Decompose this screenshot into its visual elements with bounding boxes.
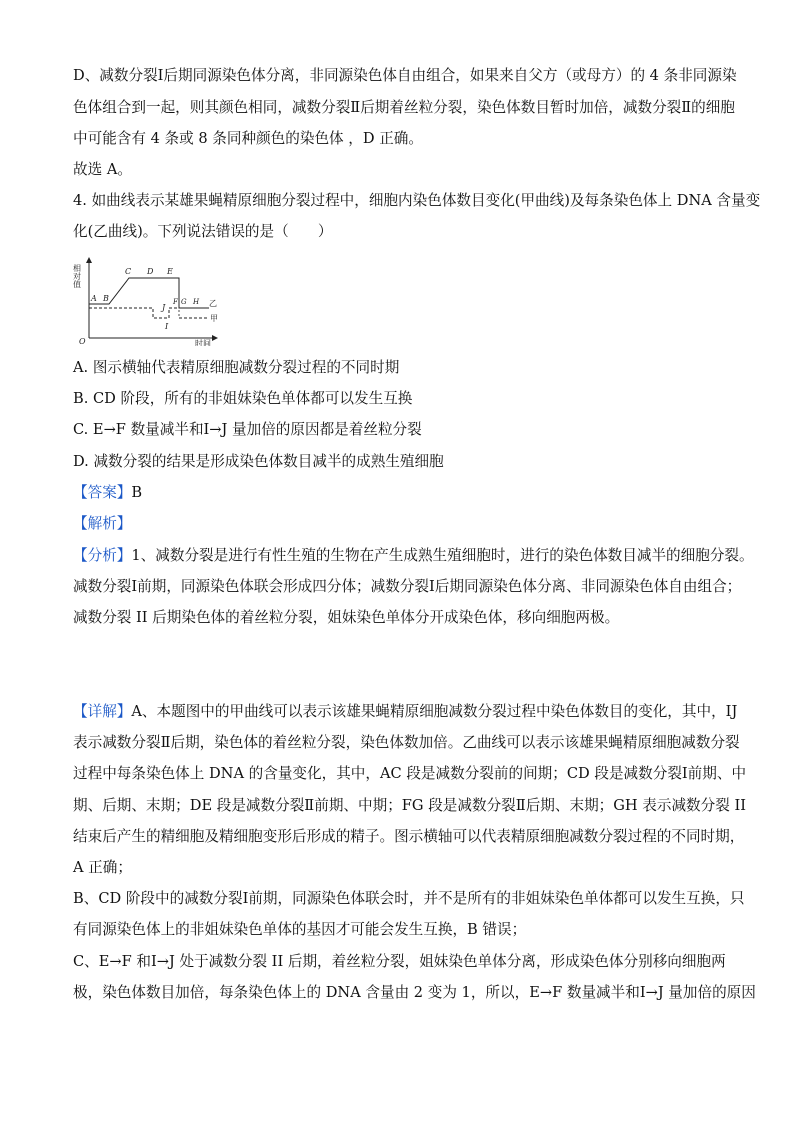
point-g: G <box>181 298 187 306</box>
point-a: A <box>91 294 97 303</box>
detail-line: 【详解】A、本题图中的甲曲线可以表示该雄果蝇精原细胞减数分裂过程中染色体数目的变化，其中，IJ <box>73 703 738 720</box>
analysis-line: 减数分裂Ⅰ前期，同源染色体联会形成四分体；减数分裂Ⅰ后期同源染色体分离、非同源染色体自由组合； <box>73 578 742 595</box>
point-j: J <box>162 303 166 312</box>
detail-line: 极，染色体数目加倍，每条染色体上的 DNA 含量由 2 变为 1，所以，E→F 数量减半和Ⅰ→J 量加倍的原因 <box>73 984 756 1001</box>
detail-line: 表示减数分裂Ⅱ后期，染色体的着丝粒分裂，染色体数加倍。乙曲线可以表示该雄果蝇精原细胞减数分裂 <box>73 734 740 751</box>
answer-value: B <box>131 484 143 501</box>
meiosis-curve-figure <box>73 256 223 350</box>
point-i: I <box>165 322 169 331</box>
analysis-heading <box>73 514 131 534</box>
answer-tag: 【答案】 <box>73 484 132 501</box>
detail-line: 有同源染色体上的非姐妹染色单体的基因才可能会发生互换，B 错误； <box>73 921 527 938</box>
text-line: 故选 A。 <box>73 161 132 178</box>
question-4-stem: 4. 如曲线表示某雄果蝇精原细胞分裂过程中，细胞内染色体数目变化(甲曲线)及每条染色体上 DNA 含量变 <box>73 192 761 209</box>
detail-tag: 【详解】 <box>73 703 132 720</box>
point-h: H <box>193 298 200 306</box>
analysis-line: 【分析】1、减数分裂是进行有性生殖的生物在产生成熟生殖细胞时，进行的染色体数目减半的细胞分裂。 <box>73 547 754 564</box>
point-b: B <box>103 294 109 303</box>
detail-line: B、CD 阶段中的减数分裂Ⅰ前期，同源染色体联会时，并不是所有的非姐妹染色单体都可以发生互换，只 <box>73 890 745 907</box>
y-axis-label: 相对值 <box>73 264 82 288</box>
option-c: C. E→F 数量减半和Ⅰ→J 量加倍的原因都是着丝粒分裂 <box>73 421 422 438</box>
answer-line <box>73 483 142 503</box>
text-line: D、减数分裂Ⅰ后期同源染色体分离，非同源染色体自由组合，如果来自父方（或母方）的 4 条非同源染 <box>73 67 737 84</box>
point-f: F <box>173 298 178 306</box>
series-yi-label: 乙 <box>209 299 217 308</box>
analysis-sub-tag: 【分析】 <box>73 547 132 564</box>
curve-graph <box>73 256 223 346</box>
x-axis-label: 时间 <box>195 339 211 346</box>
point-e: E <box>167 267 173 276</box>
analysis-tag: 【解析】 <box>73 515 132 532</box>
text-line: 中可能含有 4 条或 8 条同种颜色的染色体 ，D 正确。 <box>73 130 423 147</box>
analysis-line: 减数分裂 II 后期染色体的着丝粒分裂，姐妹染色单体分开成染色体，移向细胞两极。 <box>73 609 620 626</box>
detail-line: 结束后产生的精细胞及精细胞变形后形成的精子。图示横轴可以代表精原细胞减数分裂过程的不同时期， <box>73 828 745 845</box>
point-c: C <box>125 267 132 276</box>
option-d: D. 减数分裂的结果是形成染色体数目减半的成熟生殖细胞 <box>73 453 444 470</box>
detail-line: 期、后期、末期；DE 段是减数分裂Ⅱ前期、中期；FG 段是减数分裂Ⅱ后期、末期；GH 表示减数分裂 II <box>73 797 747 814</box>
option-a: A. 图示横轴代表精原细胞减数分裂过程的不同时期 <box>73 359 400 376</box>
curve-jia <box>89 308 179 318</box>
detail-line: C、E→F 和Ⅰ→J 处于减数分裂 II 后期，着丝粒分裂，姐妹染色单体分离，形成染色体分别移向细胞两 <box>73 953 726 970</box>
text-line: 色体组合到一起，则其颜色相同，减数分裂Ⅱ后期着丝粒分裂，染色体数目暂时加倍，减数分裂Ⅱ的细胞 <box>73 99 735 116</box>
series-jia-label: 甲 <box>210 314 218 323</box>
origin-label: O <box>79 337 86 346</box>
detail-line: 过程中每条染色体上 DNA 的含量变化，其中，AC 段是减数分裂前的间期；CD 段是减数分裂Ⅰ前期、中 <box>73 765 747 782</box>
option-b: B. CD 阶段，所有的非姐妹染色单体都可以发生互换 <box>73 390 413 407</box>
point-d: D <box>147 267 154 276</box>
curve-yi <box>89 278 209 308</box>
detail-line: A 正确； <box>73 859 132 876</box>
question-4-stem-cont: 化(乙曲线)。下列说法错误的是（ ） <box>73 223 333 240</box>
